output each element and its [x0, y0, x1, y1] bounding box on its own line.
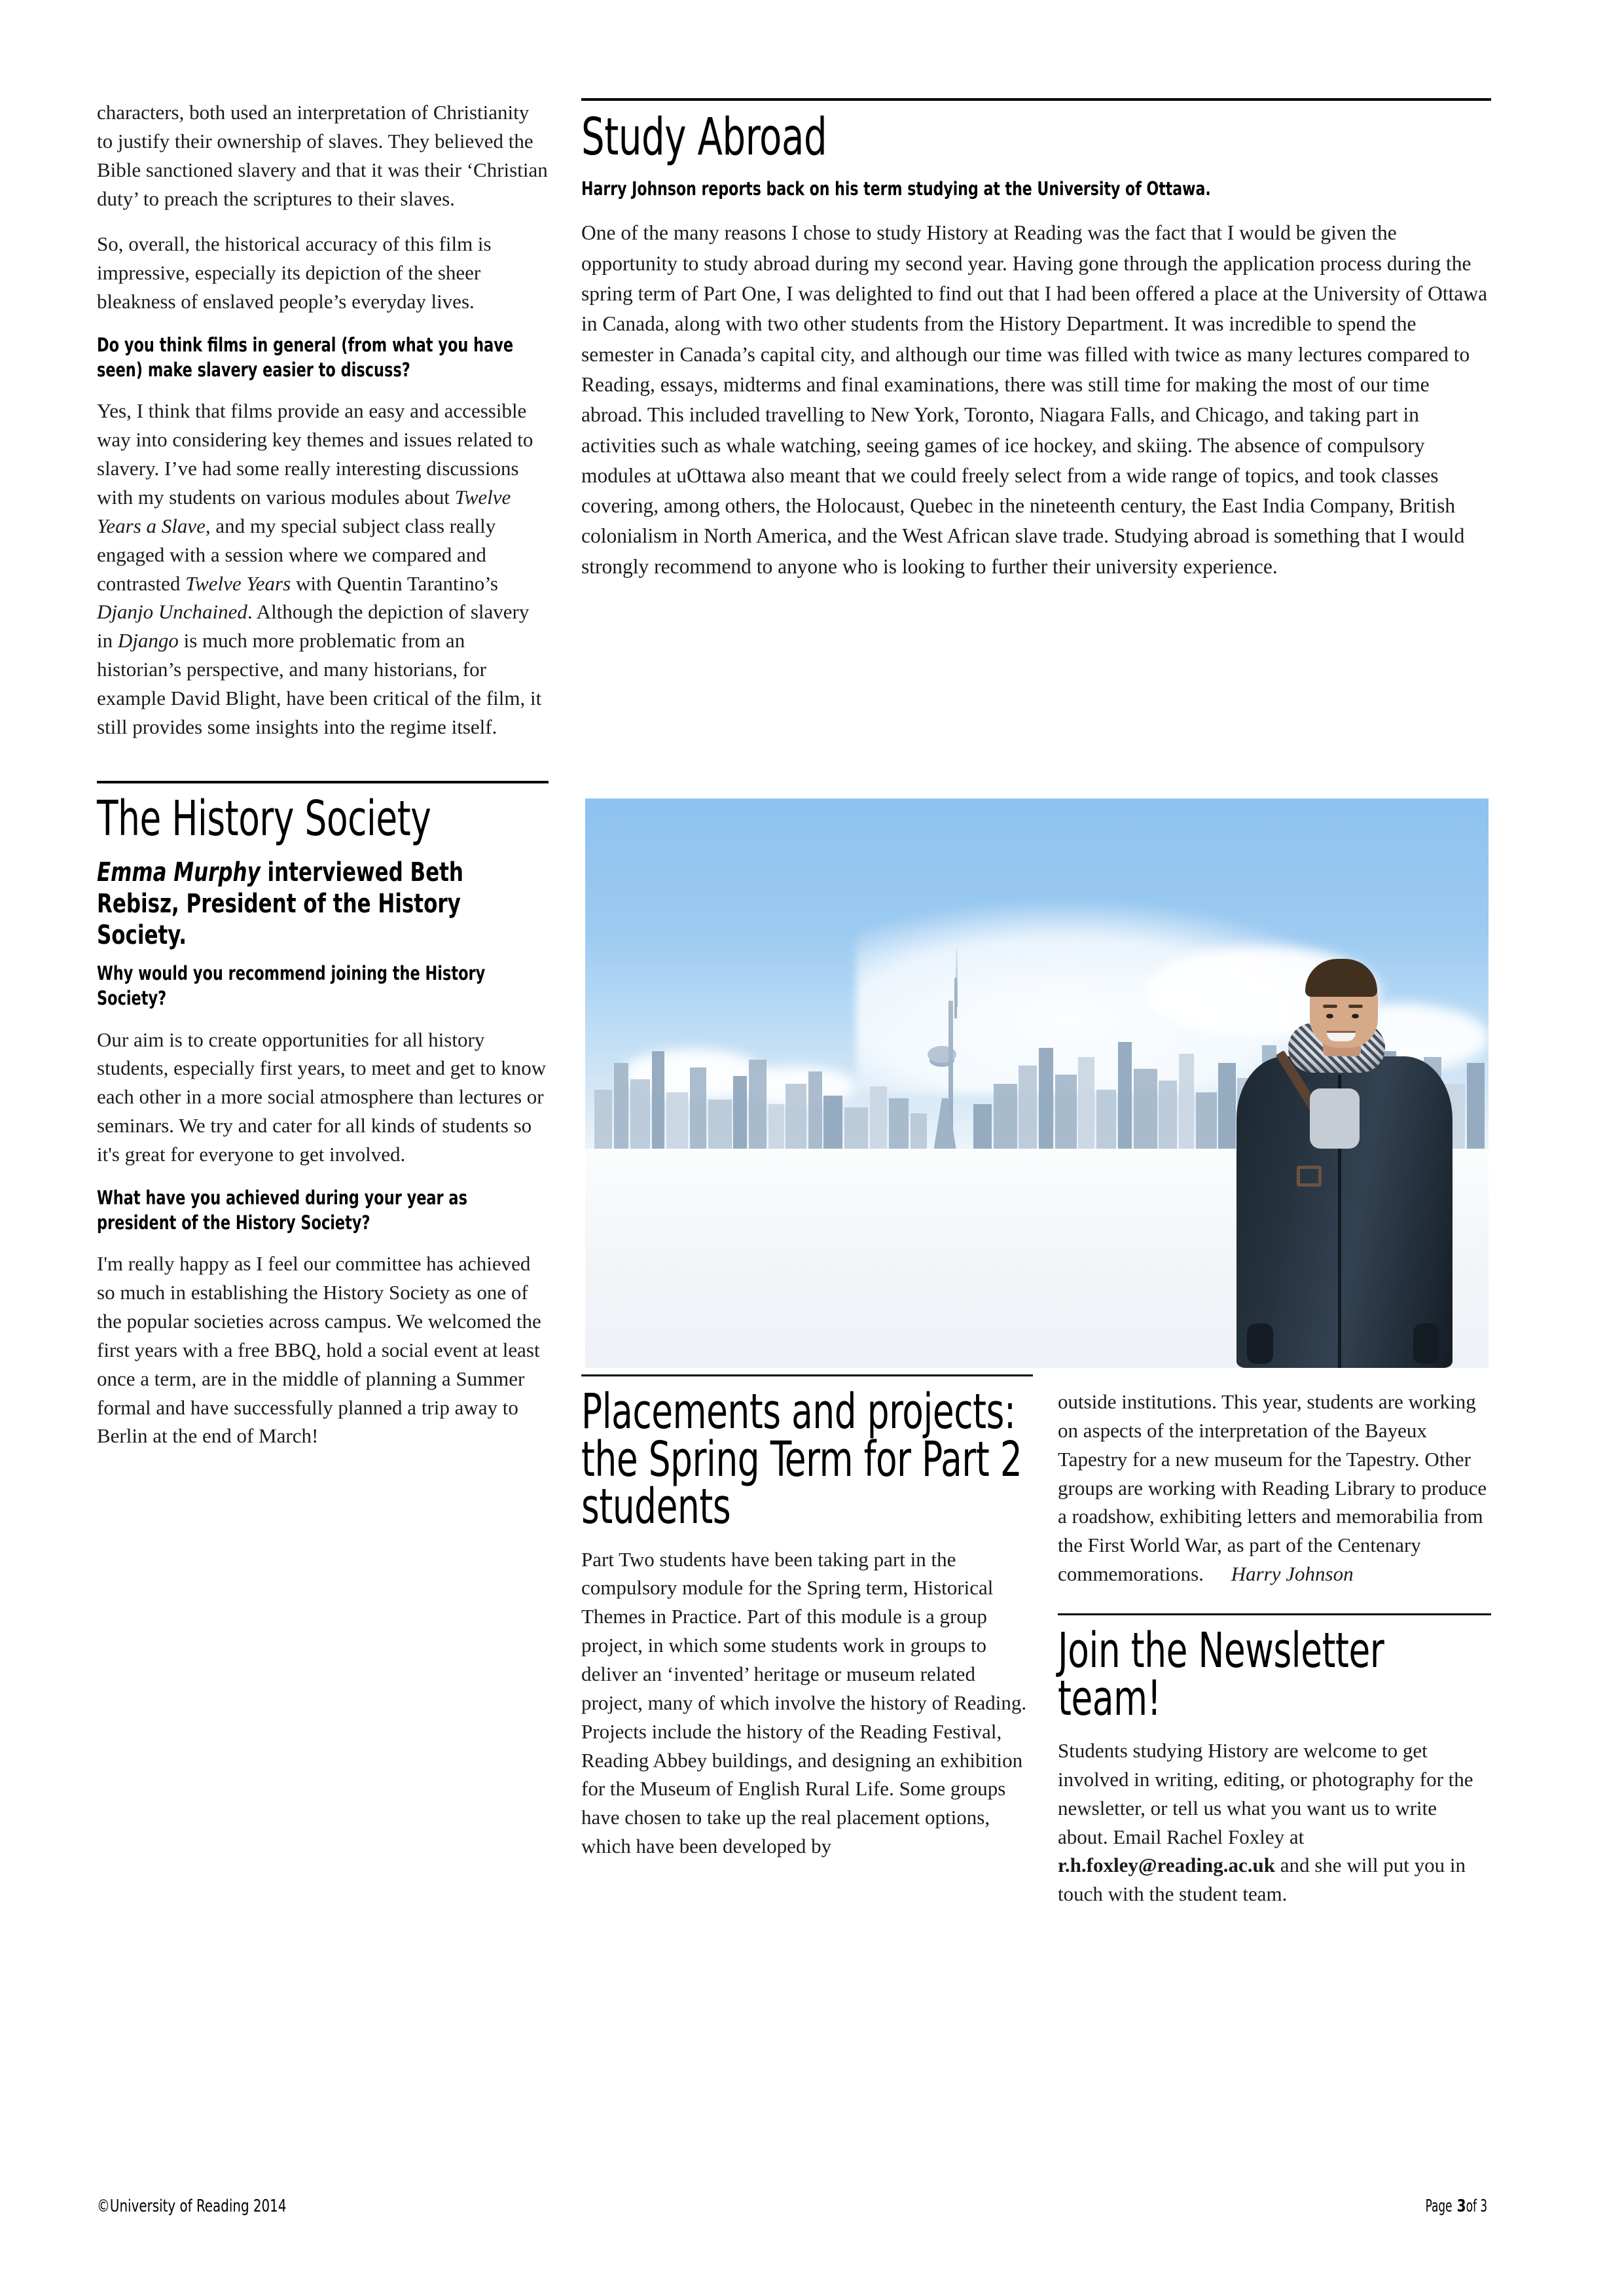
- newsletter-contact-email[interactable]: r.h.foxley@reading.ac.uk: [1058, 1854, 1275, 1877]
- placements-headline: Placements and projects: the Spring Term for Part 2 students: [581, 1384, 1022, 1535]
- placements-column: [581, 1374, 1033, 1861]
- history-society-deck-rest: interviewed Beth Rebisz, President of the History Society.: [97, 857, 463, 951]
- newsletter-team-section-rule: [1058, 1613, 1491, 1615]
- placements-body-column-2: [1058, 1388, 1491, 1588]
- text-run: with Quentin Tarantino’s: [291, 571, 498, 595]
- newsletter-body-intro: Students studying History are welcome to get involved in writing, editing, or photography for the newsletter, or tell us what you want us to write about. Email Rachel Foxley at: [1058, 1739, 1473, 1848]
- history-society-section-rule: [97, 781, 549, 783]
- placements-body-column-1: Part Two students have been taking part in the compulsory module for the Spring term, Historical Themes in Practice. Part of this module is a group project, in which some students work in groups to deliver an ‘invented’ heritage or museum related project, many of which involve the history of Reading. Projects include the history of the Reading Festival, Reading Abbey buildings, and designing an exhibition for the Museum of English Rural Life. Some groups have chosen to take up the real placement options, which have been developed by: [581, 1547, 1027, 1858]
- newsletter-team-headline: Join the Newsletter team!: [1058, 1623, 1384, 1727]
- study-abroad-section-rule: [581, 98, 1491, 101]
- study-abroad-column: [581, 98, 1491, 582]
- interview-answer-films: [97, 397, 549, 741]
- study-abroad-headline: Study Abroad: [581, 108, 827, 167]
- continued-paragraph-2: So, overall, the historical accuracy of this film is impressive, especially its depiction of the sheer bleakness of enslaved people’s everyday lives.: [97, 232, 492, 314]
- right-bottom-column: [1058, 1388, 1491, 1909]
- film-title: Django: [117, 629, 179, 653]
- history-society-interviewer: Emma Murphy: [97, 857, 261, 888]
- left-column: [97, 98, 549, 1450]
- film-title: Djanjo Unchained: [97, 600, 247, 624]
- film-title: Twelve Years: [185, 571, 291, 595]
- history-society-deck: [97, 857, 547, 951]
- page-number-prefix: Page: [1425, 2197, 1453, 2216]
- placements-section-rule: [581, 1374, 1033, 1376]
- study-abroad-body: One of the many reasons I chose to study History at Reading was the fact that I would be given the opportunity to study abroad during my second year. Having gone through the application process during the spring term of Part One, I was delighted to find out that I had been offered a place at the University of Ottawa in Canada, along with two other students from the History Department. It was incredible to spend the semester in Canada’s capital city, and although our time was filled with twice as many lectures compared to Reading, essays, midterms and final examinations, there was still time for making the most of our time abroad. This included travelling to New York, Toronto, Niagara Falls, and Chicago, and taking part in activities such as whale watching, seeing games of ice hockey, and skiing. The absence of compulsory modules at uOttawa also meant that we could freely select from a wide range of topics, and took classes covering, among others, the Holocaust, Quebec in the nineteenth century, the East India Company, British colonialism in North America, and the West African slave trade. Studying abroad is something that I would strongly recommend to anyone who is looking to further their university experience.: [581, 221, 1488, 578]
- text-run: is much more problematic from an historian’s perspective, and many historians, for example David Blight, have been critical of the film, it still provides some insights into the regime itself.: [97, 629, 542, 738]
- hs-question-1: Why would you recommend joining the History Society?: [97, 962, 486, 1009]
- page-number-value: 3: [1457, 2197, 1466, 2216]
- history-society-headline: The History Society: [97, 790, 431, 847]
- text-run: . Although the depiction of slavery in: [97, 600, 530, 653]
- student-photo-subject: [1236, 946, 1453, 1368]
- interview-question-films: Do you think films in general (from what you have seen) make slavery easier to discuss?: [97, 334, 514, 381]
- page-footer: [97, 2197, 1491, 2216]
- toronto-skyline-photo: [585, 798, 1489, 1368]
- continued-paragraph-1: characters, both used an interpretation of Christianity to justify their ownership of slaves. They believed the Bible sanctioned slavery and that it was their ‘Christian duty’ to preach the scriptures to their slaves.: [97, 101, 548, 210]
- placements-byline: Harry Johnson: [1231, 1562, 1354, 1586]
- hs-question-2: What have you achieved during your year as president of the History Society?: [97, 1186, 467, 1234]
- study-abroad-deck: Harry Johnson reports back on his term studying at the University of Ottawa.: [581, 178, 1211, 200]
- film-title: Twelve Years a Slave: [97, 485, 511, 537]
- page-number-suffix: of 3: [1466, 2197, 1488, 2216]
- placements-body-text: outside institutions. This year, students are working on aspects of the interpretation of the Bayeux Tapestry for a new museum for the Tapestry. Other groups are working with Reading Library to produce a roadshow, exhibiting letters and memorabilia from the First World War, as part of the Centenary commemorations.: [1058, 1390, 1487, 1586]
- text-run: , and my special subject class really engaged with a session where we compared and contrasted: [97, 514, 496, 595]
- copyright-notice: ©University of Reading 2014: [97, 2197, 287, 2216]
- text-run: Yes, I think that films provide an easy and accessible way into considering key themes and issues related to slavery. I’ve had some really interesting discussions with my students on various modules about: [97, 399, 533, 509]
- page-number: [1426, 2197, 1491, 2216]
- newsletter-body-outro: and she will put you in touch with the student team.: [1058, 1854, 1466, 1906]
- hs-answer-1: Our aim is to create opportunities for all history students, especially first years, to meet and get to know each other in a more social atmosphere than lectures or seminars. We try and cater for all kinds of students so it's great for everyone to get involved.: [97, 1028, 547, 1166]
- hs-answer-2: I'm really happy as I feel our committee has achieved so much in establishing the History Society as one of the popular societies across campus. We welcomed the first years with a free BBQ, hold a social event at least once a term, are in the middle of planning a Summer formal and have successfully planned a trip away to Berlin at the end of March!: [97, 1252, 541, 1448]
- newsletter-team-body: [1058, 1736, 1491, 1909]
